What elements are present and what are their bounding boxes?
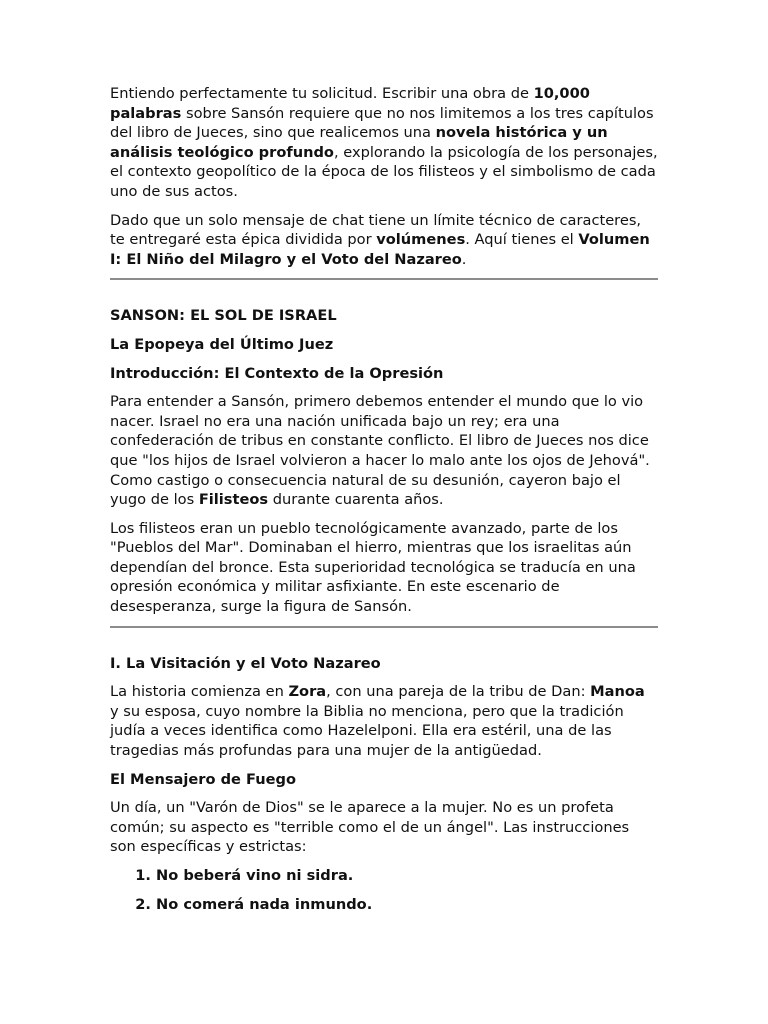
section-heading-introduction: Introducción: El Contexto de la Opresión: [110, 364, 444, 382]
bold-text-run: novela histórica y un análisis teológico profundo: [110, 124, 608, 161]
bold-text-run: 10,000 palabras: [110, 85, 590, 122]
section-heading-visitation: I. La Visitación y el Voto Nazareo: [110, 654, 381, 672]
document-title: SANSON: EL SOL DE ISRAEL: [110, 307, 337, 325]
text-run: Los filisteos eran un pueblo tecnológicamente avanzado, parte de los "Pueblos del Mar". Dominaban el hierro, mientras que los israelitas aún dependían del bronce. Esta superioridad tecnológica se traducía en una opresión económica y militar asfixiante. En este escenario de desesperanza, surge la figura de Sansón.: [110, 519, 636, 616]
bold-text-run: Volumen I: El Niño del Milagro y el Voto del Nazareo: [110, 231, 650, 268]
divider: [110, 278, 658, 280]
bold-text-run: Filisteos: [198, 491, 269, 509]
divider: [110, 626, 658, 628]
introduction-paragraph-2: [110, 519, 658, 617]
text-run: durante cuarenta años.: [268, 491, 444, 509]
text-run: La historia comienza en: [110, 683, 289, 701]
intro-paragraph-1: [110, 84, 658, 202]
text-run: , explorando la psicología de los personajes, el contexto geopolítico de la época de los filisteos y el simbolismo de cada uno de sus actos.: [110, 143, 658, 200]
bold-text-run: volúmenes: [376, 231, 466, 249]
text-run: .: [461, 250, 467, 268]
intro-paragraph-2: [110, 211, 658, 270]
text-run: . Aquí tienes el: [465, 231, 579, 249]
text-run: y su esposa, cuyo nombre la Biblia no menciona, pero que la tradición judía a veces identifica como Hazelelponi. Ella era estéril, una de las tragedias más profundas para una mujer de la antigüedad.: [110, 702, 624, 760]
list-item: 1. No beberá vino ni sidra.: [156, 866, 658, 886]
document-subtitle: La Epopeya del Último Juez: [110, 335, 334, 353]
visitation-paragraph-1: [110, 682, 658, 760]
text-run: Entiendo perfectamente tu solicitud. Escribir una obra de: [110, 85, 534, 102]
document-body: [110, 84, 658, 923]
list-item: 2. No comerá nada inmundo.: [156, 895, 658, 915]
messenger-paragraph: [110, 798, 658, 857]
bold-text-run: Manoa: [590, 683, 645, 701]
text-run: , con una pareja de la tribu de Dan:: [326, 683, 591, 701]
text-run: Un día, un "Varón de Dios" se le aparece a la mujer. No es un profeta común; su aspecto es "terrible como el de un ángel". Las instrucciones son específicas y estrictas:: [110, 799, 630, 856]
subsection-heading-messenger: El Mensajero de Fuego: [110, 770, 297, 788]
instructions-list: [110, 866, 658, 914]
bold-text-run: Zora: [288, 683, 327, 701]
text-run: Dado que un solo mensaje de chat tiene un límite técnico de caracteres, te entregaré esta épica dividida por: [110, 211, 642, 249]
introduction-paragraph-1: [110, 392, 658, 510]
text-run: Para entender a Sansón, primero debemos entender el mundo que lo vio nacer. Israel no era una nación unificada bajo un rey; era una confederación de tribus en constante conflicto. El libro de Jueces nos dice que "los hijos de Israel volvieron a hacer lo malo ante los ojos de Jehová". Como castigo o consecuencia natural de su desunión, cayeron bajo el yugo de los: [110, 393, 650, 509]
text-run: sobre Sansón requiere que no nos limitemos a los tres capítulos del libro de Jueces, sino que realicemos una: [110, 104, 654, 142]
